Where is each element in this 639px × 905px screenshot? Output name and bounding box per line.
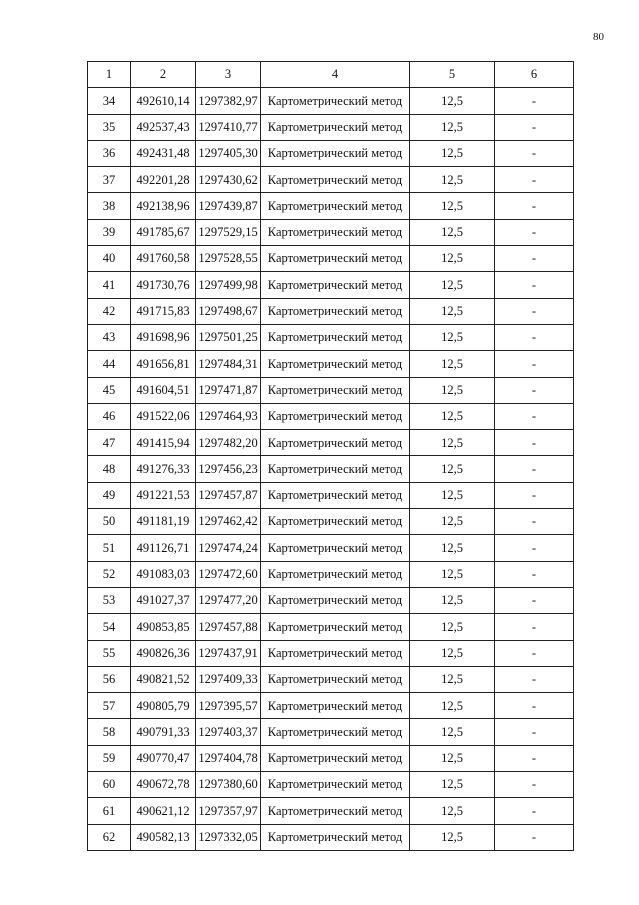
method-cell: Картометрический метод: [261, 587, 410, 613]
accuracy-cell: 12,5: [410, 324, 495, 350]
note-cell: -: [495, 430, 574, 456]
y-coordinate-cell: 1297409,33: [196, 666, 261, 692]
point-number-cell: 40: [88, 246, 131, 272]
point-number-cell: 48: [88, 456, 131, 482]
method-cell: Картометрический метод: [261, 824, 410, 850]
x-coordinate-cell: 490621,12: [131, 798, 196, 824]
method-cell: Картометрический метод: [261, 561, 410, 587]
page-number: 80: [593, 31, 604, 43]
method-cell: Картометрический метод: [261, 193, 410, 219]
accuracy-cell: 12,5: [410, 456, 495, 482]
header-cell-4: 4: [261, 62, 410, 88]
header-cell-1: 1: [88, 62, 131, 88]
y-coordinate-cell: 1297357,97: [196, 798, 261, 824]
y-coordinate-cell: 1297430,62: [196, 167, 261, 193]
x-coordinate-cell: 491522,06: [131, 403, 196, 429]
point-number-cell: 59: [88, 745, 131, 771]
accuracy-cell: 12,5: [410, 745, 495, 771]
header-cell-2: 2: [131, 62, 196, 88]
table-row: [88, 509, 574, 535]
table-row: [88, 88, 574, 114]
point-number-cell: 47: [88, 430, 131, 456]
note-cell: -: [495, 272, 574, 298]
note-cell: -: [495, 377, 574, 403]
accuracy-cell: 12,5: [410, 693, 495, 719]
y-coordinate-cell: 1297528,55: [196, 246, 261, 272]
y-coordinate-cell: 1297472,60: [196, 561, 261, 587]
note-cell: -: [495, 772, 574, 798]
header-cell-3: 3: [196, 62, 261, 88]
point-number-cell: 53: [88, 587, 131, 613]
point-number-cell: 57: [88, 693, 131, 719]
y-coordinate-cell: 1297501,25: [196, 324, 261, 350]
note-cell: -: [495, 193, 574, 219]
table-row: [88, 666, 574, 692]
point-number-cell: 46: [88, 403, 131, 429]
y-coordinate-cell: 1297456,23: [196, 456, 261, 482]
note-cell: -: [495, 298, 574, 324]
method-cell: Картометрический метод: [261, 167, 410, 193]
accuracy-cell: 12,5: [410, 535, 495, 561]
x-coordinate-cell: 492138,96: [131, 193, 196, 219]
method-cell: Картометрический метод: [261, 772, 410, 798]
accuracy-cell: 12,5: [410, 798, 495, 824]
point-number-cell: 38: [88, 193, 131, 219]
y-coordinate-cell: 1297405,30: [196, 140, 261, 166]
accuracy-cell: 12,5: [410, 772, 495, 798]
note-cell: -: [495, 351, 574, 377]
table-row: [88, 351, 574, 377]
point-number-cell: 56: [88, 666, 131, 692]
method-cell: Картометрический метод: [261, 640, 410, 666]
method-cell: Картометрический метод: [261, 88, 410, 114]
x-coordinate-cell: 491604,51: [131, 377, 196, 403]
note-cell: -: [495, 614, 574, 640]
x-coordinate-cell: 492537,43: [131, 114, 196, 140]
x-coordinate-cell: 491181,19: [131, 509, 196, 535]
table-row: [88, 140, 574, 166]
x-coordinate-cell: 491785,67: [131, 219, 196, 245]
accuracy-cell: 12,5: [410, 614, 495, 640]
method-cell: Картометрический метод: [261, 614, 410, 640]
method-cell: Картометрический метод: [261, 114, 410, 140]
point-number-cell: 62: [88, 824, 131, 850]
y-coordinate-cell: 1297529,15: [196, 219, 261, 245]
x-coordinate-cell: 491221,53: [131, 482, 196, 508]
point-number-cell: 35: [88, 114, 131, 140]
y-coordinate-cell: 1297474,24: [196, 535, 261, 561]
note-cell: -: [495, 114, 574, 140]
accuracy-cell: 12,5: [410, 114, 495, 140]
table-row: [88, 587, 574, 613]
y-coordinate-cell: 1297457,87: [196, 482, 261, 508]
accuracy-cell: 12,5: [410, 193, 495, 219]
table-row: [88, 745, 574, 771]
x-coordinate-cell: 490821,52: [131, 666, 196, 692]
note-cell: -: [495, 535, 574, 561]
accuracy-cell: 12,5: [410, 167, 495, 193]
method-cell: Картометрический метод: [261, 377, 410, 403]
x-coordinate-cell: 490791,33: [131, 719, 196, 745]
method-cell: Картометрический метод: [261, 456, 410, 482]
method-cell: Картометрический метод: [261, 430, 410, 456]
note-cell: -: [495, 587, 574, 613]
point-number-cell: 41: [88, 272, 131, 298]
method-cell: Картометрический метод: [261, 719, 410, 745]
coordinates-table: [87, 61, 574, 851]
accuracy-cell: 12,5: [410, 140, 495, 166]
accuracy-cell: 12,5: [410, 351, 495, 377]
y-coordinate-cell: 1297437,91: [196, 640, 261, 666]
y-coordinate-cell: 1297404,78: [196, 745, 261, 771]
x-coordinate-cell: 492201,28: [131, 167, 196, 193]
y-coordinate-cell: 1297457,88: [196, 614, 261, 640]
table-row: [88, 430, 574, 456]
y-coordinate-cell: 1297477,20: [196, 587, 261, 613]
method-cell: Картометрический метод: [261, 666, 410, 692]
table-row: [88, 614, 574, 640]
table-row: [88, 219, 574, 245]
y-coordinate-cell: 1297462,42: [196, 509, 261, 535]
y-coordinate-cell: 1297380,60: [196, 772, 261, 798]
table-body: [88, 62, 574, 851]
accuracy-cell: 12,5: [410, 88, 495, 114]
table-row: [88, 482, 574, 508]
table-row: [88, 640, 574, 666]
point-number-cell: 51: [88, 535, 131, 561]
y-coordinate-cell: 1297498,67: [196, 298, 261, 324]
table-row: [88, 693, 574, 719]
accuracy-cell: 12,5: [410, 666, 495, 692]
accuracy-cell: 12,5: [410, 509, 495, 535]
table-row: [88, 377, 574, 403]
accuracy-cell: 12,5: [410, 587, 495, 613]
accuracy-cell: 12,5: [410, 219, 495, 245]
table-row: [88, 772, 574, 798]
point-number-cell: 54: [88, 614, 131, 640]
point-number-cell: 55: [88, 640, 131, 666]
note-cell: -: [495, 693, 574, 719]
point-number-cell: 61: [88, 798, 131, 824]
note-cell: -: [495, 640, 574, 666]
y-coordinate-cell: 1297382,97: [196, 88, 261, 114]
method-cell: Картометрический метод: [261, 535, 410, 561]
accuracy-cell: 12,5: [410, 377, 495, 403]
method-cell: Картометрический метод: [261, 798, 410, 824]
note-cell: -: [495, 824, 574, 850]
table-row: [88, 272, 574, 298]
note-cell: -: [495, 509, 574, 535]
point-number-cell: 42: [88, 298, 131, 324]
x-coordinate-cell: 491276,33: [131, 456, 196, 482]
table-row: [88, 246, 574, 272]
method-cell: Картометрический метод: [261, 246, 410, 272]
point-number-cell: 37: [88, 167, 131, 193]
table-row: [88, 193, 574, 219]
accuracy-cell: 12,5: [410, 824, 495, 850]
y-coordinate-cell: 1297499,98: [196, 272, 261, 298]
accuracy-cell: 12,5: [410, 272, 495, 298]
x-coordinate-cell: 491083,03: [131, 561, 196, 587]
header-cell-5: 5: [410, 62, 495, 88]
y-coordinate-cell: 1297395,57: [196, 693, 261, 719]
accuracy-cell: 12,5: [410, 298, 495, 324]
note-cell: -: [495, 456, 574, 482]
x-coordinate-cell: 492610,14: [131, 88, 196, 114]
method-cell: Картометрический метод: [261, 298, 410, 324]
x-coordinate-cell: 491027,37: [131, 587, 196, 613]
table-header-row: [88, 62, 574, 88]
y-coordinate-cell: 1297332,05: [196, 824, 261, 850]
note-cell: -: [495, 666, 574, 692]
note-cell: -: [495, 167, 574, 193]
x-coordinate-cell: 492431,48: [131, 140, 196, 166]
x-coordinate-cell: 490826,36: [131, 640, 196, 666]
accuracy-cell: 12,5: [410, 430, 495, 456]
note-cell: -: [495, 324, 574, 350]
x-coordinate-cell: 491730,76: [131, 272, 196, 298]
note-cell: -: [495, 798, 574, 824]
x-coordinate-cell: 490770,47: [131, 745, 196, 771]
method-cell: Картометрический метод: [261, 219, 410, 245]
x-coordinate-cell: 491760,58: [131, 246, 196, 272]
point-number-cell: 50: [88, 509, 131, 535]
method-cell: Картометрический метод: [261, 693, 410, 719]
table-row: [88, 535, 574, 561]
note-cell: -: [495, 246, 574, 272]
x-coordinate-cell: 491415,94: [131, 430, 196, 456]
table-row: [88, 798, 574, 824]
point-number-cell: 34: [88, 88, 131, 114]
note-cell: -: [495, 745, 574, 771]
accuracy-cell: 12,5: [410, 640, 495, 666]
note-cell: -: [495, 403, 574, 429]
x-coordinate-cell: 491656,81: [131, 351, 196, 377]
table-row: [88, 114, 574, 140]
y-coordinate-cell: 1297439,87: [196, 193, 261, 219]
table-row: [88, 719, 574, 745]
table-row: [88, 456, 574, 482]
accuracy-cell: 12,5: [410, 246, 495, 272]
point-number-cell: 49: [88, 482, 131, 508]
note-cell: -: [495, 88, 574, 114]
point-number-cell: 44: [88, 351, 131, 377]
note-cell: -: [495, 719, 574, 745]
y-coordinate-cell: 1297464,93: [196, 403, 261, 429]
x-coordinate-cell: 490672,78: [131, 772, 196, 798]
y-coordinate-cell: 1297471,87: [196, 377, 261, 403]
table-row: [88, 403, 574, 429]
x-coordinate-cell: 490582,13: [131, 824, 196, 850]
accuracy-cell: 12,5: [410, 482, 495, 508]
y-coordinate-cell: 1297484,31: [196, 351, 261, 377]
accuracy-cell: 12,5: [410, 719, 495, 745]
method-cell: Картометрический метод: [261, 403, 410, 429]
method-cell: Картометрический метод: [261, 482, 410, 508]
table-row: [88, 824, 574, 850]
method-cell: Картометрический метод: [261, 509, 410, 535]
x-coordinate-cell: 491715,83: [131, 298, 196, 324]
y-coordinate-cell: 1297482,20: [196, 430, 261, 456]
accuracy-cell: 12,5: [410, 403, 495, 429]
table-row: [88, 298, 574, 324]
table-row: [88, 167, 574, 193]
note-cell: -: [495, 219, 574, 245]
x-coordinate-cell: 491126,71: [131, 535, 196, 561]
point-number-cell: 58: [88, 719, 131, 745]
method-cell: Картометрический метод: [261, 272, 410, 298]
method-cell: Картометрический метод: [261, 351, 410, 377]
y-coordinate-cell: 1297403,37: [196, 719, 261, 745]
note-cell: -: [495, 561, 574, 587]
method-cell: Картометрический метод: [261, 745, 410, 771]
note-cell: -: [495, 482, 574, 508]
point-number-cell: 60: [88, 772, 131, 798]
y-coordinate-cell: 1297410,77: [196, 114, 261, 140]
x-coordinate-cell: 490853,85: [131, 614, 196, 640]
point-number-cell: 36: [88, 140, 131, 166]
method-cell: Картометрический метод: [261, 140, 410, 166]
x-coordinate-cell: 490805,79: [131, 693, 196, 719]
point-number-cell: 43: [88, 324, 131, 350]
note-cell: -: [495, 140, 574, 166]
table-row: [88, 324, 574, 350]
point-number-cell: 52: [88, 561, 131, 587]
header-cell-6: 6: [495, 62, 574, 88]
x-coordinate-cell: 491698,96: [131, 324, 196, 350]
point-number-cell: 39: [88, 219, 131, 245]
table-row: [88, 561, 574, 587]
method-cell: Картометрический метод: [261, 324, 410, 350]
point-number-cell: 45: [88, 377, 131, 403]
accuracy-cell: 12,5: [410, 561, 495, 587]
